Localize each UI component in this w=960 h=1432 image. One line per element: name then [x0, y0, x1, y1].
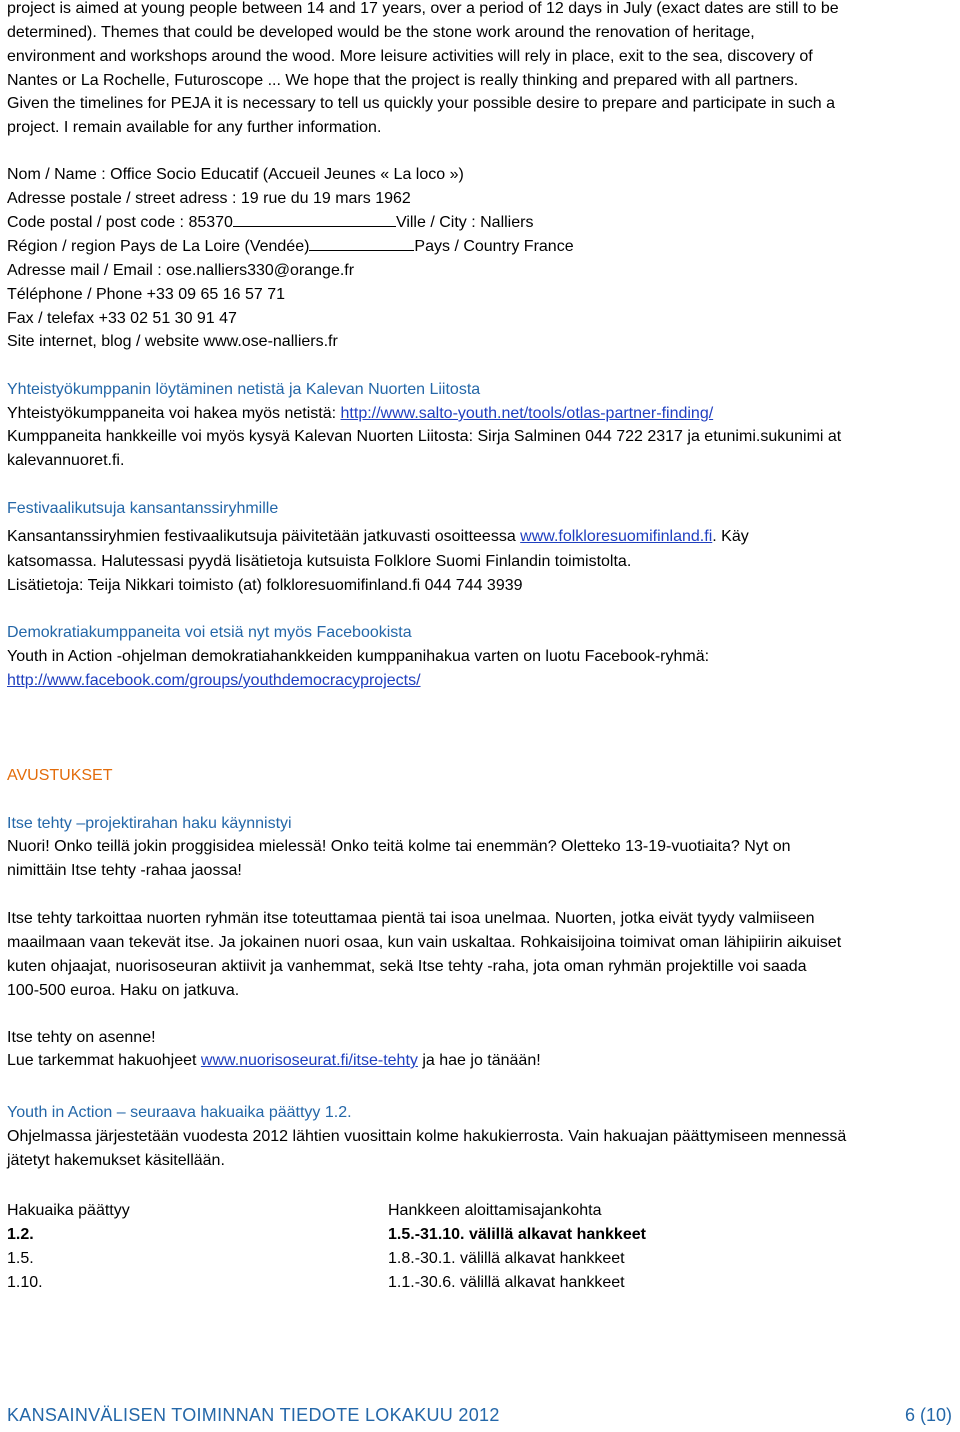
col-period-header: Hankkeen aloittamisajankohta: [388, 1202, 602, 1219]
row-period: 1.8.-30.1. välillä alkavat hankkeet: [388, 1250, 625, 1267]
itse-p1-line-1: Nuori! Onko teillä jokin proggisidea mielessä! Onko teitä kolme tai enemmän? Oletteko 13-19-vuotiaita? Nyt on: [7, 838, 791, 855]
itse-tehty-link[interactable]: www.nuorisoseurat.fi/itse-tehty: [200, 1052, 418, 1069]
festival-line-3: Lisätietoja: Teija Nikkari toimisto (at) folkloresuomifinland.fi 044 744 3939: [7, 577, 523, 594]
contact-city: Ville / City : Nalliers: [395, 214, 534, 231]
contact-website: Site internet, blog / website www.ose-nalliers.fr: [7, 333, 338, 350]
intro-line-5: Given the timelines for PEJA it is necessary to tell us quickly your possible desire to prepare and participate in such a: [7, 95, 835, 112]
contact-postcode: Code postal / post code : 85370: [7, 214, 233, 231]
facebook-group-link[interactable]: http://www.facebook.com/groups/youthdemocracyprojects/: [7, 672, 421, 689]
intro-line-3: environment and workshops around the wood. More leisure activities will rely in place, exit to the sea, discovery of: [7, 48, 813, 65]
row-period: 1.1.-30.6. välillä alkavat hankkeet: [388, 1274, 625, 1291]
contact-email: Adresse mail / Email : ose.nalliers330@orange.fr: [7, 262, 355, 279]
contact-postcode-line: [7, 211, 533, 235]
contact-region: Région / region Pays de La Loire (Vendée): [7, 238, 310, 255]
table-row: [7, 1247, 625, 1271]
partner-search-heading: Yhteistyökumppanin löytäminen netistä ja Kalevan Nuorten Liitosta: [7, 381, 481, 398]
itse-p2-line-1: Itse tehty tarkoittaa nuorten ryhmän itse toteuttamaa pientä tai isoa unelmaa. Nuorten, jotka eivät tyydy valmiiseen: [7, 910, 815, 927]
yia-heading: Youth in Action – seuraava hakuaika päättyy 1.2.: [7, 1104, 352, 1121]
partner-search-text: Yhteistyökumppaneita voi hakea myös netistä:: [7, 405, 337, 422]
democracy-line-1: Youth in Action -ohjelman demokratiahankkeiden kumppanihakua varten on luotu Facebook-ryhmä:: [7, 648, 710, 665]
festival-heading: Festivaalikutsuja kansantanssiryhmille: [7, 500, 279, 517]
itse-p2-line-2: maailmaan vaan tekevät itse. Ja jokainen nuori osaa, kun vain uskaltaa. Rohkaisijoina toimivat oman lähipiirin aikuiset: [7, 934, 842, 951]
itse-p3-line-1: Itse tehty on asenne!: [7, 1029, 156, 1046]
grants-section-title: AVUSTUKSET: [7, 767, 113, 784]
intro-line-1: project is aimed at young people between 14 and 17 years, over a period of 12 days in July (exact dates are still to be: [7, 0, 839, 17]
yia-line-2: jätetyt hakemukset käsitellään.: [7, 1152, 225, 1169]
contact-fax: Fax / telefax +33 02 51 30 91 47: [7, 310, 237, 327]
table-row: [7, 1271, 625, 1295]
partner-search-line-2: Kumppaneita hankkeille voi myös kysyä Kalevan Nuorten Liitosta: Sirja Salminen 044 722 2317 ja etunimi.sukunimi at: [7, 428, 842, 445]
table-header-row: [7, 1199, 602, 1223]
contact-region-line: [7, 235, 574, 259]
festival-line-2: katsomassa. Halutessasi pyydä lisätietoja kutsuista Folklore Suomi Finlandin toimistolta.: [7, 553, 632, 570]
partner-search-line-3: kalevannuoret.fi.: [7, 452, 125, 469]
contact-phone: Téléphone / Phone +33 09 65 16 57 71: [7, 286, 286, 303]
itse-p2-line-4: 100-500 euroa. Haku on jatkuva.: [7, 982, 240, 999]
festival-after: . Käy: [712, 528, 749, 545]
contact-country: Pays / Country France: [414, 238, 574, 255]
salto-youth-link[interactable]: http://www.salto-youth.net/tools/otlas-partner-finding/: [340, 405, 714, 422]
contact-address: Adresse postale / street adress : 19 rue du 19 mars 1962: [7, 190, 411, 207]
col-deadline-header: Hakuaika päättyy: [7, 1202, 130, 1219]
yia-line-1: Ohjelmassa järjestetään vuodesta 2012 lähtien vuosittain kolme hakukierrosta. Vain hakuajan päättymiseen mennessä: [7, 1128, 847, 1145]
row-deadline: 1.5.: [7, 1250, 34, 1267]
footer-title: KANSAINVÄLISEN TOIMINNAN TIEDOTE LOKAKUU 2012: [7, 1405, 500, 1425]
itse-p3-line-2: [7, 1049, 541, 1073]
itse-tehty-heading: Itse tehty –projektirahan haku käynnistyi: [7, 815, 292, 832]
intro-line-6: project. I remain available for any further information.: [7, 119, 382, 136]
blank-underline: [233, 212, 396, 227]
democracy-heading: Demokratiakumppaneita voi etsiä nyt myös Facebookista: [7, 624, 412, 641]
row-deadline: 1.2.: [7, 1226, 34, 1243]
row-period: 1.5.-31.10. välillä alkavat hankkeet: [388, 1226, 646, 1243]
democracy-link-line: [7, 669, 421, 693]
intro-line-2: determined). Themes that could be developed would be the stone work around the renovation of heritage,: [7, 24, 755, 41]
festival-line-1: [7, 525, 749, 549]
itse-p3-before: Lue tarkemmat hakuohjeet: [7, 1052, 197, 1069]
table-row: [7, 1223, 646, 1247]
row-deadline: 1.10.: [7, 1274, 43, 1291]
itse-p2-line-3: kuten ohjaajat, nuorisoseuran aktiivit ja vanhemmat, sekä Itse tehty -raha, jota oman ryhmän projektille voi saada: [7, 958, 807, 975]
blank-underline: [309, 236, 414, 251]
itse-p1-line-2: nimittäin Itse tehty -rahaa jaossa!: [7, 862, 242, 879]
intro-line-4: Nantes or La Rochelle, Futuroscope ... We hope that the project is really thinking and prepared with all partners.: [7, 72, 799, 89]
contact-name: Nom / Name : Office Socio Educatif (Accueil Jeunes « La loco »): [7, 166, 464, 183]
itse-p3-after: ja hae jo tänään!: [422, 1052, 541, 1069]
folklore-link[interactable]: www.folkloresuomifinland.fi: [520, 528, 713, 545]
festival-text: Kansantanssiryhmien festivaalikutsuja päivitetään jatkuvasti osoitteessa: [7, 528, 516, 545]
partner-search-line-1: [7, 402, 713, 426]
page-number: 6 (10): [904, 1405, 952, 1425]
